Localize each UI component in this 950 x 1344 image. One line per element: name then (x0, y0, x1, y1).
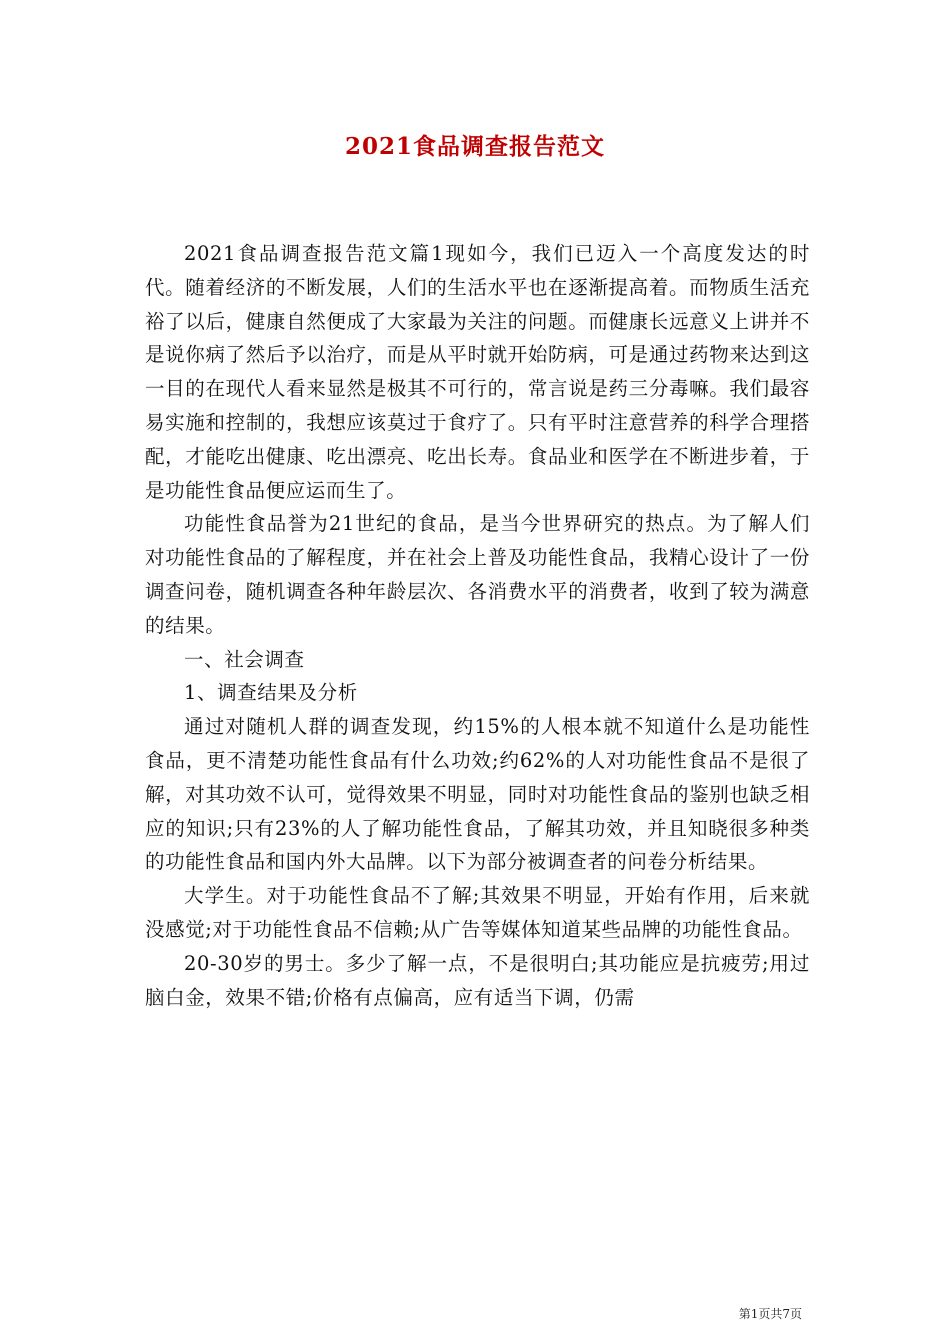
paragraph-intro: 2021食品调查报告范文篇1现如今，我们已迈入一个高度发达的时代。随着经济的不断发展，人们的生活水平也在逐渐提高着。而物质生活充裕了以后，健康自然便成了大家最为关注的问题。而健康长远意义上讲并不是说你病了然后予以治疗，而是从平时就开始防病，可是通过药物来达到这一目的在现代人看来显然是极其不可行的，常言说是药三分毒嘛。我们最容易实施和控制的，我想应该莫过于食疗了。只有平时注意营养的科学合理搭配，才能吃出健康、吃出漂亮、吃出长寿。食品业和医学在不断进步着，于是功能性食品便应运而生了。 (145, 242, 810, 502)
paragraph-survey-results: 通过对随机人群的调查发现，约15%的人根本就不知道什么是功能性食品，更不清楚功能性食品有什么功效;约62%的人对功能性食品不是很了解，对其功效不认可，觉得效果不明显，同时对功能性食品的鉴别也缺乏相应的知识;只有23%的人了解功能性食品，了解其功效，并且知晓很多种类的功能性食品和国内外大品牌。以下为部分被调查者的问卷分析结果。 (145, 715, 810, 874)
paragraph-functional-food: 功能性食品誉为21世纪的食品，是当今世界研究的热点。为了解人们对功能性食品的了解程度，并在社会上普及功能性食品，我精心设计了一份调查问卷，随机调查各种年龄层次、各消费水平的消费者，收到了较为满意的结果。 (145, 512, 810, 637)
page-number-footer: 第1页共7页 (738, 1307, 802, 1321)
section-heading-social-survey: 一、社会调查 (184, 647, 305, 671)
document-title: 2021食品调查报告范文 (344, 133, 605, 160)
paragraph-men-20-30: 20-30岁的男士。多少了解一点，不是很明白;其功能应是抗疲劳;用过脑白金，效果不错;价格有点偏高，应有适当下调，仍需 (145, 951, 810, 1009)
subsection-heading-results: 1、调查结果及分析 (184, 681, 358, 705)
document-body (145, 237, 810, 1014)
paragraph-college-students: 大学生。对于功能性食品不了解;其效果不明显，开始有作用，后来就没感觉;对于功能性食品不信赖;从广告等媒体知道某些品牌的功能性食品。 (145, 884, 810, 941)
